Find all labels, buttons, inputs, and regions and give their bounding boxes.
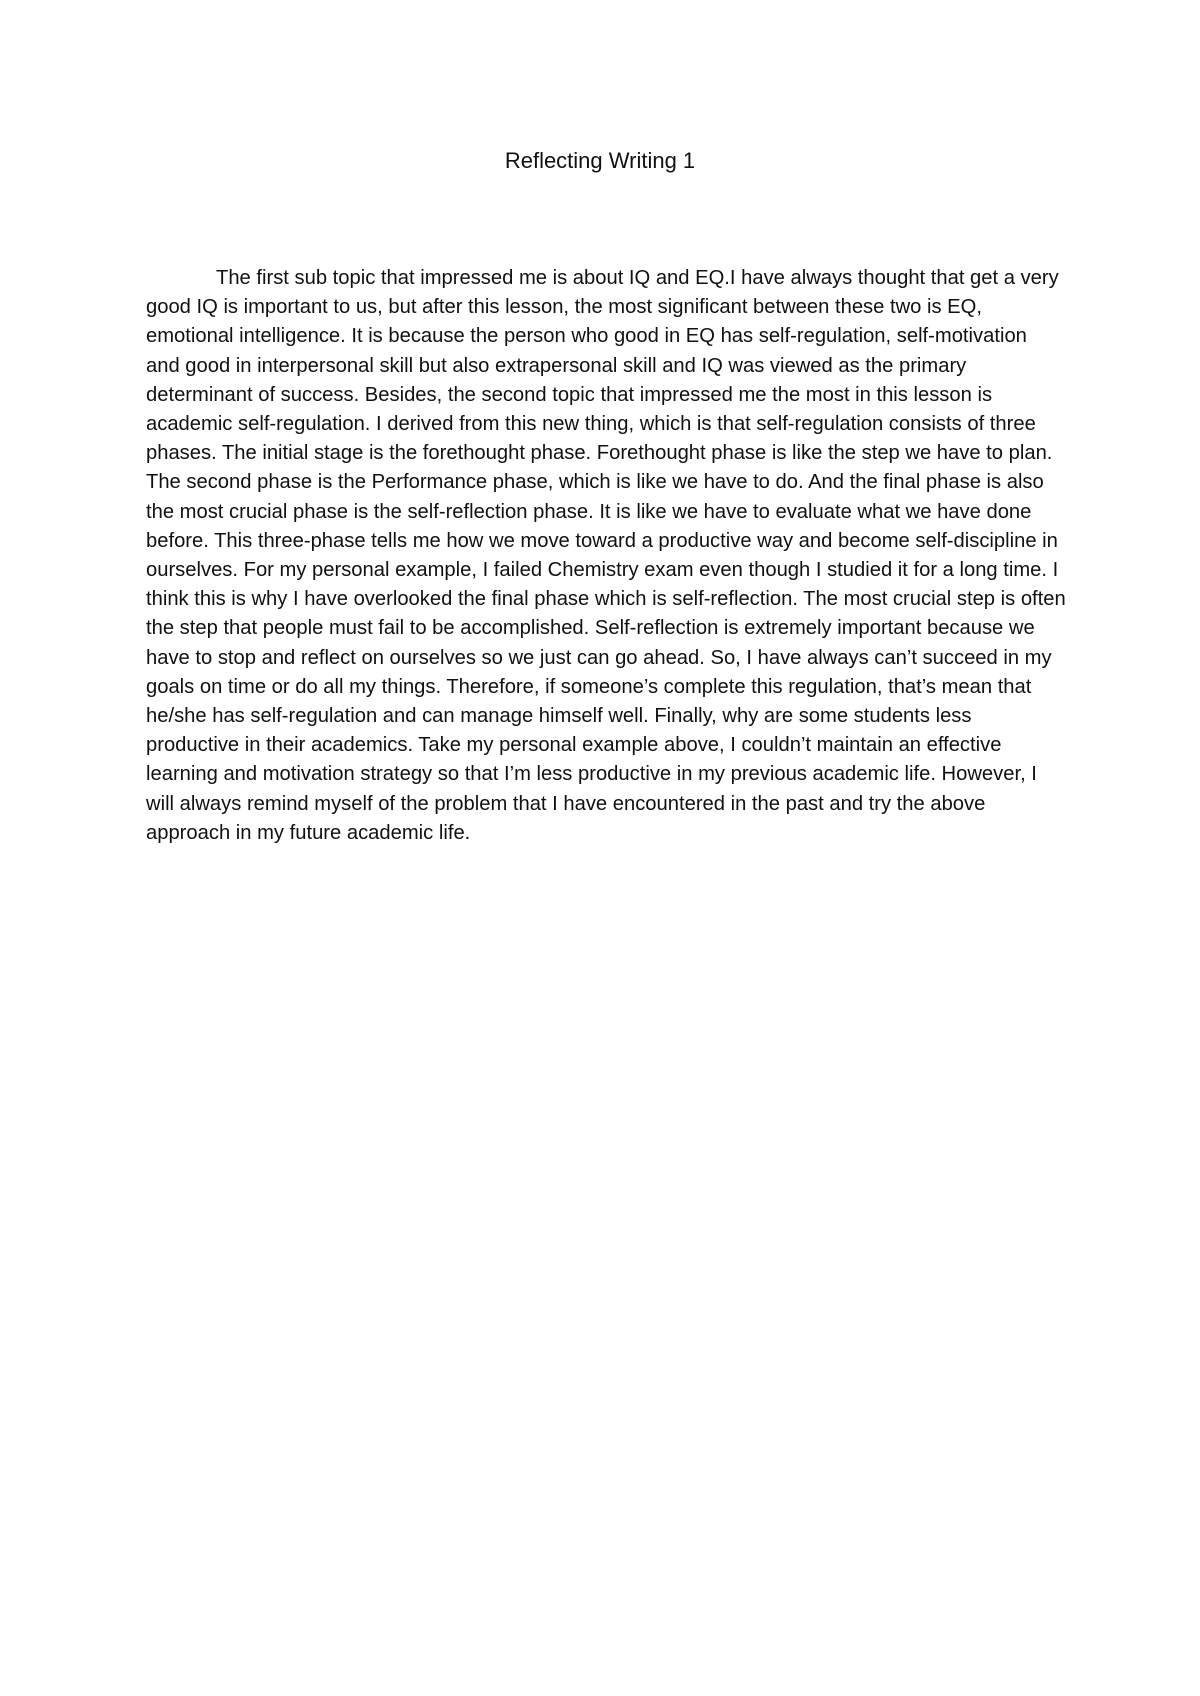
document-title: Reflecting Writing 1 xyxy=(504,148,696,173)
document-body-paragraph: The first sub topic that impressed me is about IQ and EQ.I have always thought that get a very good IQ is important to us, but after this lesson, the most significant between these two is EQ, emotional intelligence. It is because the person who good in EQ has self-regulation, self-motivation and good in interpersonal skill but also extrapersonal skill and IQ was viewed as the primary determinant of success. Besides, the second topic that impressed me the most in this lesson is academic self-regulation. I derived from this new thing, which is that self-regulation consists of three phases. The initial stage is the forethought phase. Forethought phase is like the step we have to plan. The second phase is the Performance phase, which is like we have to do. And the final phase is also the most crucial phase is the self-reflection phase. It is like we have to evaluate what we have done before. This three-phase tells me how we move toward a productive way and become self-discipline in ourselves. For my personal example, I failed Chemistry exam even though I studied it for a long time. I think this is why I have overlooked the final phase which is self-reflection. The most crucial step is often the step that people must fail to be accomplished. Self-reflection is extremely important because we have to stop and reflect on ourselves so we just can go ahead. So, I have always can’t succeed in my goals on time or do all my things. Therefore, if someone’s complete this regulation, that’s mean that he/she has self-regulation and can manage himself well. Finally, why are some students less productive in their academics. Take my personal example above, I couldn’t maintain an effective learning and motivation strategy so that I’m less productive in my previous academic life. However, I will always remind myself of the problem that I have encountered in the past and try the above approach in my future academic life. xyxy=(146,267,1066,844)
